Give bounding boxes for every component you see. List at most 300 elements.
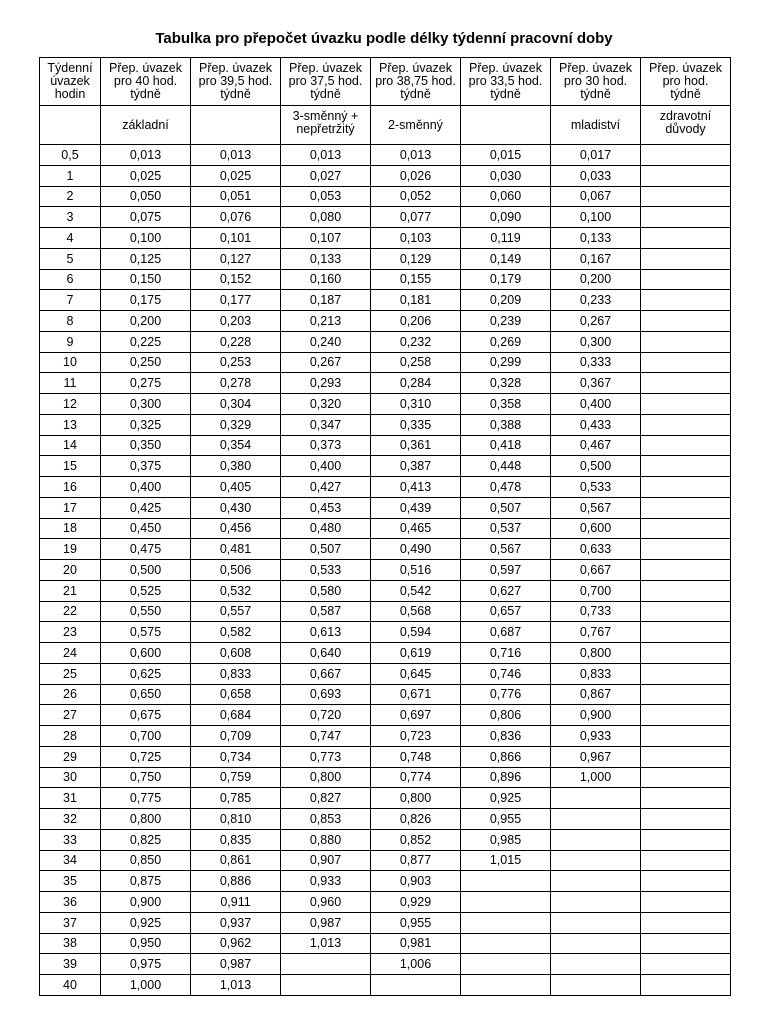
subheader-row [40, 106, 731, 145]
table-row [40, 269, 731, 290]
value-cell: 0,825 [101, 829, 191, 850]
value-cell [551, 788, 641, 809]
hours-cell: 37 [40, 912, 101, 933]
table-row [40, 560, 731, 581]
value-cell: 0,233 [551, 290, 641, 311]
value-cell: 0,149 [461, 248, 551, 269]
column-header-line: Přep. úvazek [199, 61, 272, 75]
value-cell: 0,827 [281, 788, 371, 809]
hours-cell: 27 [40, 705, 101, 726]
value-cell: 0,155 [371, 269, 461, 290]
value-cell: 1,013 [281, 933, 371, 954]
column-header-line: Přep. úvazek [379, 61, 452, 75]
table-row [40, 912, 731, 933]
table-row [40, 975, 731, 996]
value-cell: 0,933 [281, 871, 371, 892]
column-subheader [461, 106, 551, 145]
page-title: Tabulka pro přepočet úvazku podle délky týdenní pracovní doby [155, 30, 613, 47]
value-cell: 0,625 [101, 663, 191, 684]
value-cell: 0,258 [371, 352, 461, 373]
hours-cell: 9 [40, 331, 101, 352]
column-header-line: pro 37,5 hod. [288, 74, 363, 88]
table-row [40, 829, 731, 850]
table-row [40, 871, 731, 892]
table-row [40, 746, 731, 767]
value-cell: 0,594 [371, 622, 461, 643]
value-cell [641, 373, 731, 394]
value-cell [641, 456, 731, 477]
hours-cell: 3 [40, 207, 101, 228]
column-header-line: Přep. úvazek [649, 61, 722, 75]
value-cell: 0,013 [371, 145, 461, 166]
value-cell: 1,013 [191, 975, 281, 996]
value-cell: 0,861 [191, 850, 281, 871]
table-row [40, 663, 731, 684]
hours-cell: 38 [40, 933, 101, 954]
table-row [40, 414, 731, 435]
value-cell: 0,335 [371, 414, 461, 435]
value-cell: 0,500 [551, 456, 641, 477]
value-cell: 0,597 [461, 560, 551, 581]
value-cell: 0,836 [461, 726, 551, 747]
value-cell: 0,806 [461, 705, 551, 726]
value-cell: 0,119 [461, 228, 551, 249]
value-cell: 0,967 [551, 746, 641, 767]
value-cell [371, 975, 461, 996]
value-cell [641, 663, 731, 684]
value-cell: 0,465 [371, 518, 461, 539]
value-cell: 0,896 [461, 767, 551, 788]
value-cell [641, 871, 731, 892]
value-cell: 0,250 [101, 352, 191, 373]
value-cell: 0,133 [551, 228, 641, 249]
value-cell: 0,925 [461, 788, 551, 809]
column-subheader: 2-směnný [371, 106, 461, 145]
value-cell: 0,667 [281, 663, 371, 684]
value-cell: 0,875 [101, 871, 191, 892]
value-cell: 0,853 [281, 809, 371, 830]
value-cell: 0,480 [281, 518, 371, 539]
value-cell: 0,619 [371, 643, 461, 664]
column-header-line: pro 30 hod. [563, 74, 628, 88]
table-row [40, 497, 731, 518]
value-cell: 0,478 [461, 477, 551, 498]
value-cell [641, 165, 731, 186]
value-cell [641, 145, 731, 166]
value-cell: 0,030 [461, 165, 551, 186]
value-cell: 0,852 [371, 829, 461, 850]
value-cell: 0,320 [281, 394, 371, 415]
column-subheader [191, 106, 281, 145]
value-cell [551, 954, 641, 975]
header-row [40, 58, 731, 106]
value-cell: 0,985 [461, 829, 551, 850]
hours-cell: 19 [40, 539, 101, 560]
value-cell: 0,067 [551, 186, 641, 207]
hours-cell: 35 [40, 871, 101, 892]
value-cell: 0,450 [101, 518, 191, 539]
value-cell [641, 788, 731, 809]
value-cell [551, 975, 641, 996]
value-cell: 0,225 [101, 331, 191, 352]
value-cell [641, 684, 731, 705]
value-cell: 0,748 [371, 746, 461, 767]
value-cell: 0,800 [371, 788, 461, 809]
value-cell: 0,209 [461, 290, 551, 311]
table-row [40, 186, 731, 207]
value-cell: 0,187 [281, 290, 371, 311]
table-row [40, 248, 731, 269]
value-cell: 0,310 [371, 394, 461, 415]
value-cell [461, 871, 551, 892]
value-cell: 0,826 [371, 809, 461, 830]
value-cell: 0,500 [101, 560, 191, 581]
table-row [40, 622, 731, 643]
value-cell [641, 414, 731, 435]
value-cell: 0,456 [191, 518, 281, 539]
column-header-line: týdně [670, 87, 701, 101]
value-cell: 0,833 [191, 663, 281, 684]
value-cell: 0,017 [551, 145, 641, 166]
table-row [40, 290, 731, 311]
hours-cell: 1 [40, 165, 101, 186]
value-cell: 0,900 [101, 892, 191, 913]
hours-cell: 23 [40, 622, 101, 643]
value-cell: 0,400 [101, 477, 191, 498]
column-header [101, 58, 191, 106]
value-cell: 0,107 [281, 228, 371, 249]
conversion-table [39, 57, 731, 996]
value-cell: 0,050 [101, 186, 191, 207]
value-cell [641, 580, 731, 601]
value-cell: 0,747 [281, 726, 371, 747]
value-cell: 0,013 [101, 145, 191, 166]
value-cell: 0,025 [191, 165, 281, 186]
value-cell: 0,267 [281, 352, 371, 373]
column-subheader: zdravotní důvody [641, 106, 731, 145]
column-header-line: Přep. úvazek [109, 61, 182, 75]
value-cell: 0,328 [461, 373, 551, 394]
column-header-line: Přep. úvazek [469, 61, 542, 75]
value-cell: 0,720 [281, 705, 371, 726]
value-cell: 0,239 [461, 311, 551, 332]
value-cell: 0,506 [191, 560, 281, 581]
value-cell: 0,925 [101, 912, 191, 933]
value-cell: 0,033 [551, 165, 641, 186]
hours-cell: 4 [40, 228, 101, 249]
column-header-line: týdně [400, 87, 431, 101]
value-cell [551, 829, 641, 850]
value-cell: 0,613 [281, 622, 371, 643]
value-cell: 0,467 [551, 435, 641, 456]
value-cell: 0,866 [461, 746, 551, 767]
value-cell: 0,608 [191, 643, 281, 664]
table-row [40, 601, 731, 622]
hours-cell: 29 [40, 746, 101, 767]
value-cell [641, 394, 731, 415]
hours-cell: 25 [40, 663, 101, 684]
value-cell: 0,542 [371, 580, 461, 601]
value-cell: 0,810 [191, 809, 281, 830]
hours-cell: 24 [40, 643, 101, 664]
value-cell: 0,150 [101, 269, 191, 290]
column-header [191, 58, 281, 106]
value-cell [641, 269, 731, 290]
value-cell [641, 912, 731, 933]
value-cell: 0,213 [281, 311, 371, 332]
table-row [40, 435, 731, 456]
value-cell: 0,228 [191, 331, 281, 352]
value-cell: 0,785 [191, 788, 281, 809]
column-header-line: Přep. úvazek [289, 61, 362, 75]
value-cell: 0,525 [101, 580, 191, 601]
value-cell: 0,284 [371, 373, 461, 394]
value-cell: 0,667 [551, 560, 641, 581]
value-cell: 0,900 [551, 705, 641, 726]
hours-cell: 12 [40, 394, 101, 415]
value-cell: 0,129 [371, 248, 461, 269]
value-cell: 0,413 [371, 477, 461, 498]
value-cell: 0,774 [371, 767, 461, 788]
hours-cell: 14 [40, 435, 101, 456]
value-cell: 0,987 [191, 954, 281, 975]
hours-cell: 0,5 [40, 145, 101, 166]
value-cell: 0,950 [101, 933, 191, 954]
value-cell: 0,929 [371, 892, 461, 913]
value-cell [281, 975, 371, 996]
hours-cell: 13 [40, 414, 101, 435]
table-row [40, 705, 731, 726]
value-cell [281, 954, 371, 975]
value-cell: 0,582 [191, 622, 281, 643]
value-cell [551, 850, 641, 871]
value-cell: 0,203 [191, 311, 281, 332]
value-cell: 0,960 [281, 892, 371, 913]
column-header [371, 58, 461, 106]
value-cell: 0,725 [101, 746, 191, 767]
value-cell: 0,387 [371, 456, 461, 477]
table-row [40, 933, 731, 954]
value-cell: 0,580 [281, 580, 371, 601]
table-row [40, 726, 731, 747]
table-row [40, 145, 731, 166]
table-row [40, 518, 731, 539]
value-cell: 0,962 [191, 933, 281, 954]
value-cell [551, 871, 641, 892]
value-cell: 0,877 [371, 850, 461, 871]
column-subheader: 3-směnný + nepřetržitý [281, 106, 371, 145]
table-row [40, 373, 731, 394]
value-cell: 0,433 [551, 414, 641, 435]
column-subheader: mladiství [551, 106, 641, 145]
column-header-line: týdně [220, 87, 251, 101]
column-header-line: pro 33,5 hod. [468, 74, 543, 88]
value-cell: 0,232 [371, 331, 461, 352]
table-row [40, 311, 731, 332]
hours-cell: 18 [40, 518, 101, 539]
value-cell [641, 477, 731, 498]
value-cell: 0,333 [551, 352, 641, 373]
value-cell [641, 767, 731, 788]
value-cell: 0,633 [551, 539, 641, 560]
value-cell: 0,100 [551, 207, 641, 228]
column-subheader: základní [101, 106, 191, 145]
value-cell [641, 497, 731, 518]
column-header [461, 58, 551, 106]
column-header-line: týdně [310, 87, 341, 101]
value-cell: 0,200 [101, 311, 191, 332]
value-cell [641, 954, 731, 975]
value-cell: 0,179 [461, 269, 551, 290]
hours-cell: 16 [40, 477, 101, 498]
column-header [551, 58, 641, 106]
table-row [40, 456, 731, 477]
value-cell: 0,746 [461, 663, 551, 684]
value-cell: 0,361 [371, 435, 461, 456]
value-cell [461, 933, 551, 954]
hours-cell: 22 [40, 601, 101, 622]
value-cell [641, 290, 731, 311]
value-cell: 0,567 [461, 539, 551, 560]
column-header-line: týdně [130, 87, 161, 101]
value-cell: 0,759 [191, 767, 281, 788]
hours-cell: 33 [40, 829, 101, 850]
hours-cell: 2 [40, 186, 101, 207]
value-cell: 0,987 [281, 912, 371, 933]
hours-cell: 36 [40, 892, 101, 913]
table-row [40, 788, 731, 809]
value-cell: 0,975 [101, 954, 191, 975]
value-cell: 0,278 [191, 373, 281, 394]
value-cell: 0,075 [101, 207, 191, 228]
value-cell: 0,600 [101, 643, 191, 664]
value-cell: 0,937 [191, 912, 281, 933]
value-cell: 0,650 [101, 684, 191, 705]
value-cell: 0,880 [281, 829, 371, 850]
value-cell: 0,568 [371, 601, 461, 622]
value-cell: 0,051 [191, 186, 281, 207]
value-cell: 0,903 [371, 871, 461, 892]
value-cell: 0,347 [281, 414, 371, 435]
value-cell: 0,025 [101, 165, 191, 186]
value-cell: 0,300 [101, 394, 191, 415]
value-cell: 0,373 [281, 435, 371, 456]
value-cell: 1,000 [551, 767, 641, 788]
value-cell: 0,425 [101, 497, 191, 518]
value-cell [641, 186, 731, 207]
column-header-line: úvazek [50, 74, 90, 88]
table-row [40, 228, 731, 249]
value-cell [641, 746, 731, 767]
value-cell: 0,733 [551, 601, 641, 622]
hours-cell: 28 [40, 726, 101, 747]
value-cell: 0,481 [191, 539, 281, 560]
value-cell: 0,775 [101, 788, 191, 809]
value-cell: 0,684 [191, 705, 281, 726]
value-cell [641, 207, 731, 228]
value-cell [641, 560, 731, 581]
value-cell: 0,405 [191, 477, 281, 498]
hours-cell: 10 [40, 352, 101, 373]
value-cell: 0,060 [461, 186, 551, 207]
value-cell: 0,955 [461, 809, 551, 830]
value-cell: 0,627 [461, 580, 551, 601]
value-cell: 0,532 [191, 580, 281, 601]
value-cell [551, 933, 641, 954]
value-cell: 0,675 [101, 705, 191, 726]
value-cell [641, 228, 731, 249]
value-cell: 0,103 [371, 228, 461, 249]
value-cell [641, 726, 731, 747]
value-cell: 0,716 [461, 643, 551, 664]
value-cell: 0,388 [461, 414, 551, 435]
hours-cell: 39 [40, 954, 101, 975]
table-row [40, 394, 731, 415]
table-row [40, 809, 731, 830]
hours-cell: 7 [40, 290, 101, 311]
value-cell: 0,600 [551, 518, 641, 539]
value-cell: 0,850 [101, 850, 191, 871]
value-cell: 0,125 [101, 248, 191, 269]
value-cell [641, 809, 731, 830]
hours-cell: 11 [40, 373, 101, 394]
value-cell: 0,177 [191, 290, 281, 311]
value-cell [461, 975, 551, 996]
table-row [40, 643, 731, 664]
hours-cell: 32 [40, 809, 101, 830]
value-cell: 0,439 [371, 497, 461, 518]
value-cell [641, 518, 731, 539]
value-cell: 0,448 [461, 456, 551, 477]
value-cell: 0,687 [461, 622, 551, 643]
column-header-line: pro 38,75 hod. [375, 74, 456, 88]
value-cell: 0,358 [461, 394, 551, 415]
value-cell: 1,015 [461, 850, 551, 871]
table-row [40, 207, 731, 228]
hours-cell: 26 [40, 684, 101, 705]
hours-cell: 8 [40, 311, 101, 332]
column-subheader [40, 106, 101, 145]
value-cell [641, 539, 731, 560]
value-cell [641, 601, 731, 622]
value-cell: 0,933 [551, 726, 641, 747]
value-cell: 0,709 [191, 726, 281, 747]
table-body [40, 145, 731, 996]
column-header-line: pro hod. [662, 74, 709, 88]
value-cell: 0,734 [191, 746, 281, 767]
column-header-line: hodin [54, 87, 86, 101]
value-cell: 0,181 [371, 290, 461, 311]
hours-cell: 5 [40, 248, 101, 269]
hours-cell: 21 [40, 580, 101, 601]
column-header-line: pro 40 hod. [113, 74, 178, 88]
value-cell [461, 892, 551, 913]
value-cell: 0,453 [281, 497, 371, 518]
column-header-line: Týdenní [47, 61, 93, 75]
table-row [40, 331, 731, 352]
value-cell: 0,550 [101, 601, 191, 622]
value-cell: 0,507 [461, 497, 551, 518]
value-cell [641, 975, 731, 996]
value-cell [641, 933, 731, 954]
column-header-line: týdně [490, 87, 521, 101]
column-header-line: týdně [580, 87, 611, 101]
value-cell: 0,175 [101, 290, 191, 311]
value-cell [641, 311, 731, 332]
table-row [40, 580, 731, 601]
value-cell: 0,304 [191, 394, 281, 415]
value-cell: 0,329 [191, 414, 281, 435]
